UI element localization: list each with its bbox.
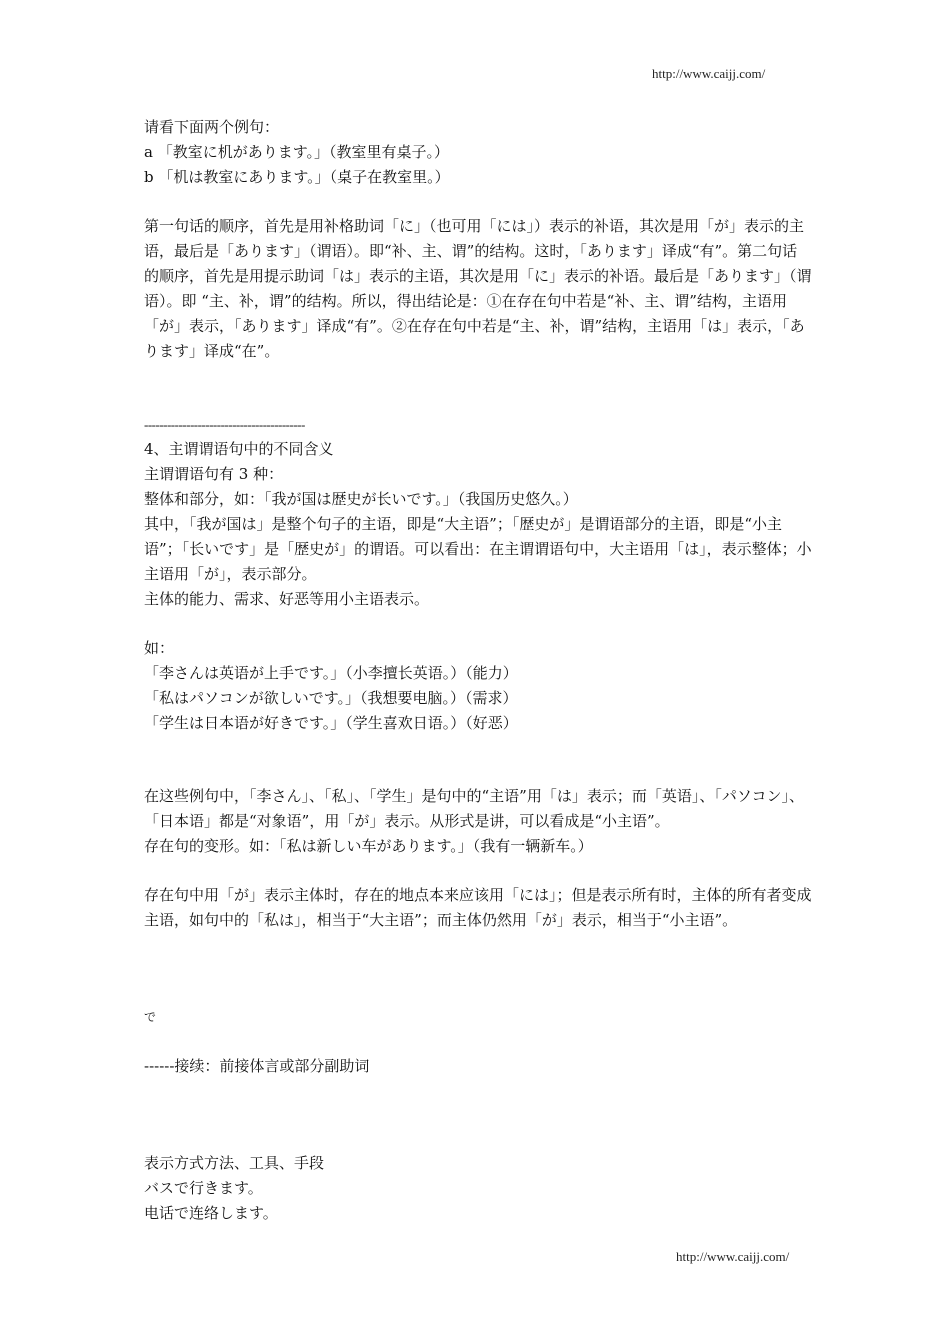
example-a: a 「教室に机があります。」（教室里有桌子。）: [144, 143, 450, 161]
usage-heading: 表示方式方法、工具、手段: [144, 1154, 325, 1172]
explanation-paragraph-3: 在这些例句中，「李さん」、「私」、「学生」是句中的“主语”用「は」表示；而「英语」、「パソコン」、「日本语」都是“对象语”，用「が」表示。从形式是讲，可以看成是“小主语”。: [144, 787, 805, 830]
example-intro: 如：: [144, 639, 175, 657]
explanation-paragraph-2: 其中，「我が国は」是整个句子的主语，即是“大主语”；「歴史が」是谓语部分的主语，即是“小主语”；「长いです」是「歴史が」的谓语。可以看出：在主谓谓语句中，大主语用「は」，表示整体；小主语用「が」，表示部分。: [144, 515, 812, 583]
example-ability: 「李さんは英语が上手です。」（小李擅长英语。）（能力）: [144, 664, 518, 682]
example-need: 「私はパソコンが欲しいです。」（我想要电脑。）（需求）: [144, 689, 518, 707]
example-b: b 「机は教室にあります。」（桌子在教室里。）: [144, 168, 450, 186]
usage-example-phone: 电话で连络します。: [144, 1204, 278, 1222]
header-url: http://www.caijj.com/: [652, 66, 766, 81]
existence-variant: 存在句的变形。如：「私は新しい车があります。」（我有一辆新车。）: [144, 837, 593, 855]
section-heading-4: 4、主谓谓语句中的不同含义: [144, 440, 334, 458]
usage-example-bus: バスで行きます。: [144, 1179, 263, 1197]
example-preference: 「学生は日本语が好きです。」（学生喜欢日语。）（好恶）: [144, 714, 518, 732]
explanation-paragraph-4: 存在句中用「が」表示主体时，存在的地点本来应该用「には」；但是表示所有时，主体的所有者变成主语，如句中的「私は」，相当于“大主语”；而主体仍然用「が」表示，相当于“小主语”。: [144, 886, 812, 929]
divider-dashes: ------------------------------------------: [144, 417, 305, 432]
particle-de: で: [144, 1010, 157, 1024]
document-body: [144, 115, 812, 1226]
whole-part-example: 整体和部分，如：「我が国は歴史が长いです。」（我国历史悠久。）: [144, 490, 578, 508]
types-line: 主谓谓语句有 3 种：: [144, 465, 284, 483]
connection-note: ------接续：前接体言或部分副助词: [144, 1057, 370, 1075]
footer-url: http://www.caijj.com/: [676, 1249, 790, 1264]
explanation-paragraph-1: 第一句话的顺序，首先是用补格助词「に」（也可用「には」）表示的补语，其次是用「が」表示的主语，最后是「あります」（谓语）。即“补、主、谓”的结构。这时，「あります」译成“有”。第二句话的顺序，首先是用提示助词「は」表示的主语，其次是用「に」表示的补语。最后是「あります」（谓语）。即 “主、补，谓”的结构。所以，得出结论是：①在存在句中若是“补、主、谓”结构，主语用「が」表示，「あります」译成“有”。②在存在句中若是“主、补，谓”结构，主语用「は」表示，「あります」译成“在”。: [144, 217, 812, 360]
intro-line: 请看下面两个例句：: [144, 118, 280, 136]
ability-note: 主体的能力、需求、好恶等用小主语表示。: [144, 590, 430, 608]
